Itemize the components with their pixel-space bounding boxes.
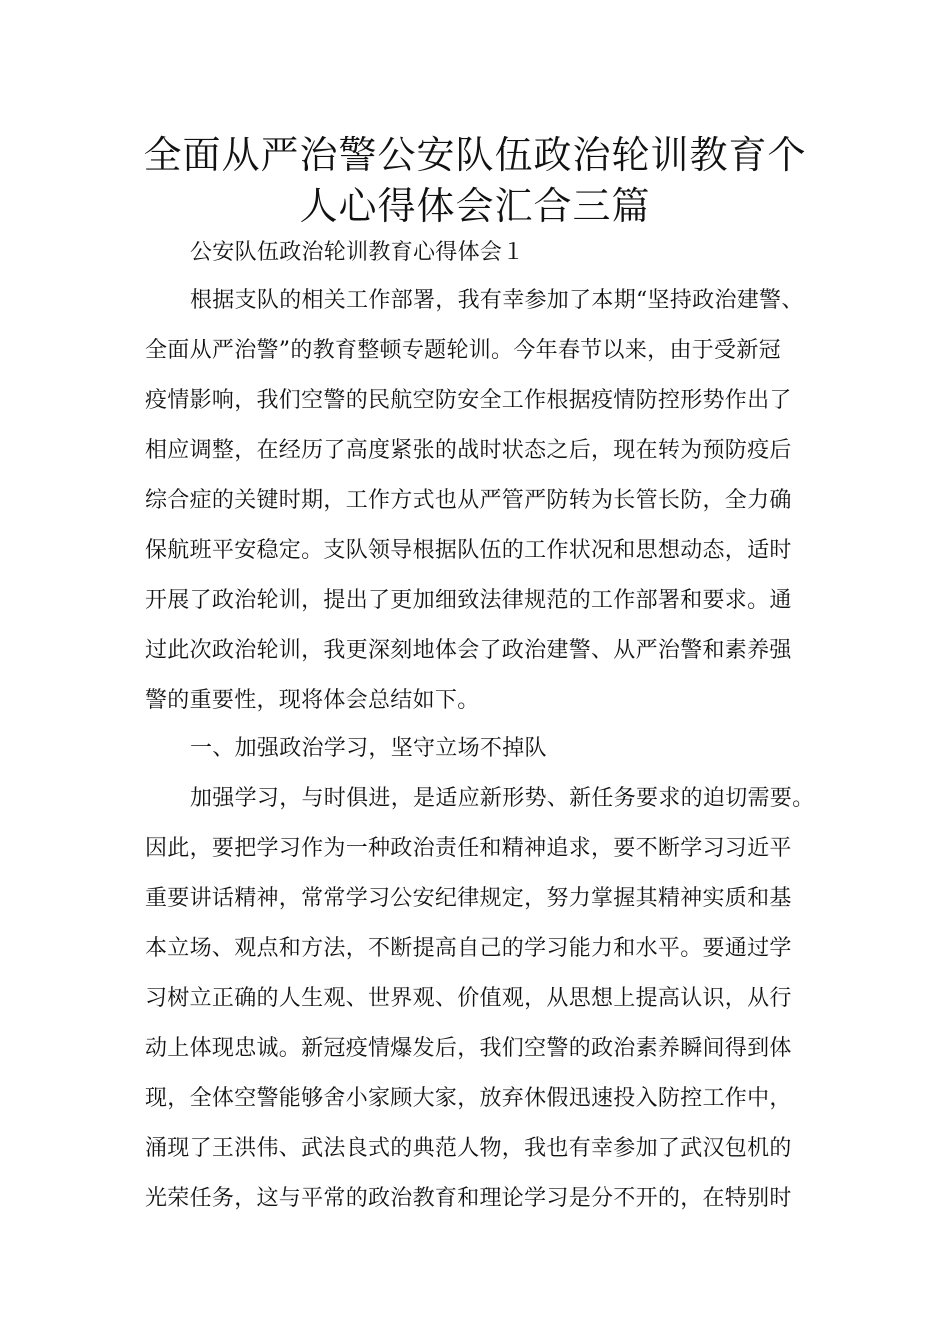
body-line: 现，全体空警能够舍小家顾大家，放弃休假迅速投入防控工作中，: [145, 1086, 792, 1111]
body-line: 过此次政治轮训，我更深刻地体会了政治建警、从严治警和素养强: [145, 638, 792, 663]
body-line: 光荣任务，这与平常的政治教育和理论学习是分不开的，在特别时: [145, 1186, 792, 1211]
body-line: 警的重要性，现将体会总结如下。: [145, 688, 480, 713]
body-line: 习树立正确的人生观、世界观、价值观，从思想上提高认识，从行: [145, 986, 792, 1011]
body-line: 动上体现忠诚。新冠疫情爆发后，我们空警的政治素养瞬间得到体: [145, 1036, 792, 1061]
body-line: 重要讲话精神，常常学习公安纪律规定，努力掌握其精神实质和基: [145, 886, 792, 911]
body-line: 疫情影响，我们空警的民航空防安全工作根据疫情防控形势作出了: [145, 388, 792, 413]
body-line: 涌现了王洪伟、武法良式的典范人物，我也有幸参加了武汉包机的: [145, 1136, 792, 1161]
body-line: 本立场、观点和方法，不断提高自己的学习能力和水平。要通过学: [145, 936, 792, 961]
body-line: 保航班平安稳定。支队领导根据队伍的工作状况和思想动态，适时: [145, 538, 792, 563]
document-title-line-1: 全面从严治警公安队伍政治轮训教育个: [143, 133, 807, 177]
body-line: 相应调整，在经历了高度紧张的战时状态之后，现在转为预防疫后: [145, 438, 792, 463]
body-line: 根据支队的相关工作部署，我有幸参加了本期“坚持政治建警、: [190, 288, 804, 313]
document-title-line-2: 人心得体会汇合三篇: [299, 184, 651, 228]
section-heading: 公安队伍政治轮训教育心得体会１: [190, 240, 525, 265]
body-line: 全面从严治警”的教育整顿专题轮训。今年春节以来，由于受新冠: [145, 338, 781, 363]
body-line: 因此，要把学习作为一种政治责任和精神追求，要不断学习习近平: [145, 836, 792, 861]
body-line: 加强学习，与时俱进，是适应新形势、新任务要求的迫切需要。: [190, 786, 815, 811]
body-line: 开展了政治轮训，提出了更加细致法律规范的工作部署和要求。通: [145, 588, 792, 613]
body-line: 综合症的关键时期，工作方式也从严管严防转为长管长防，全力确: [145, 488, 792, 513]
section-heading: 一、加强政治学习，坚守立场不掉队: [190, 736, 547, 761]
